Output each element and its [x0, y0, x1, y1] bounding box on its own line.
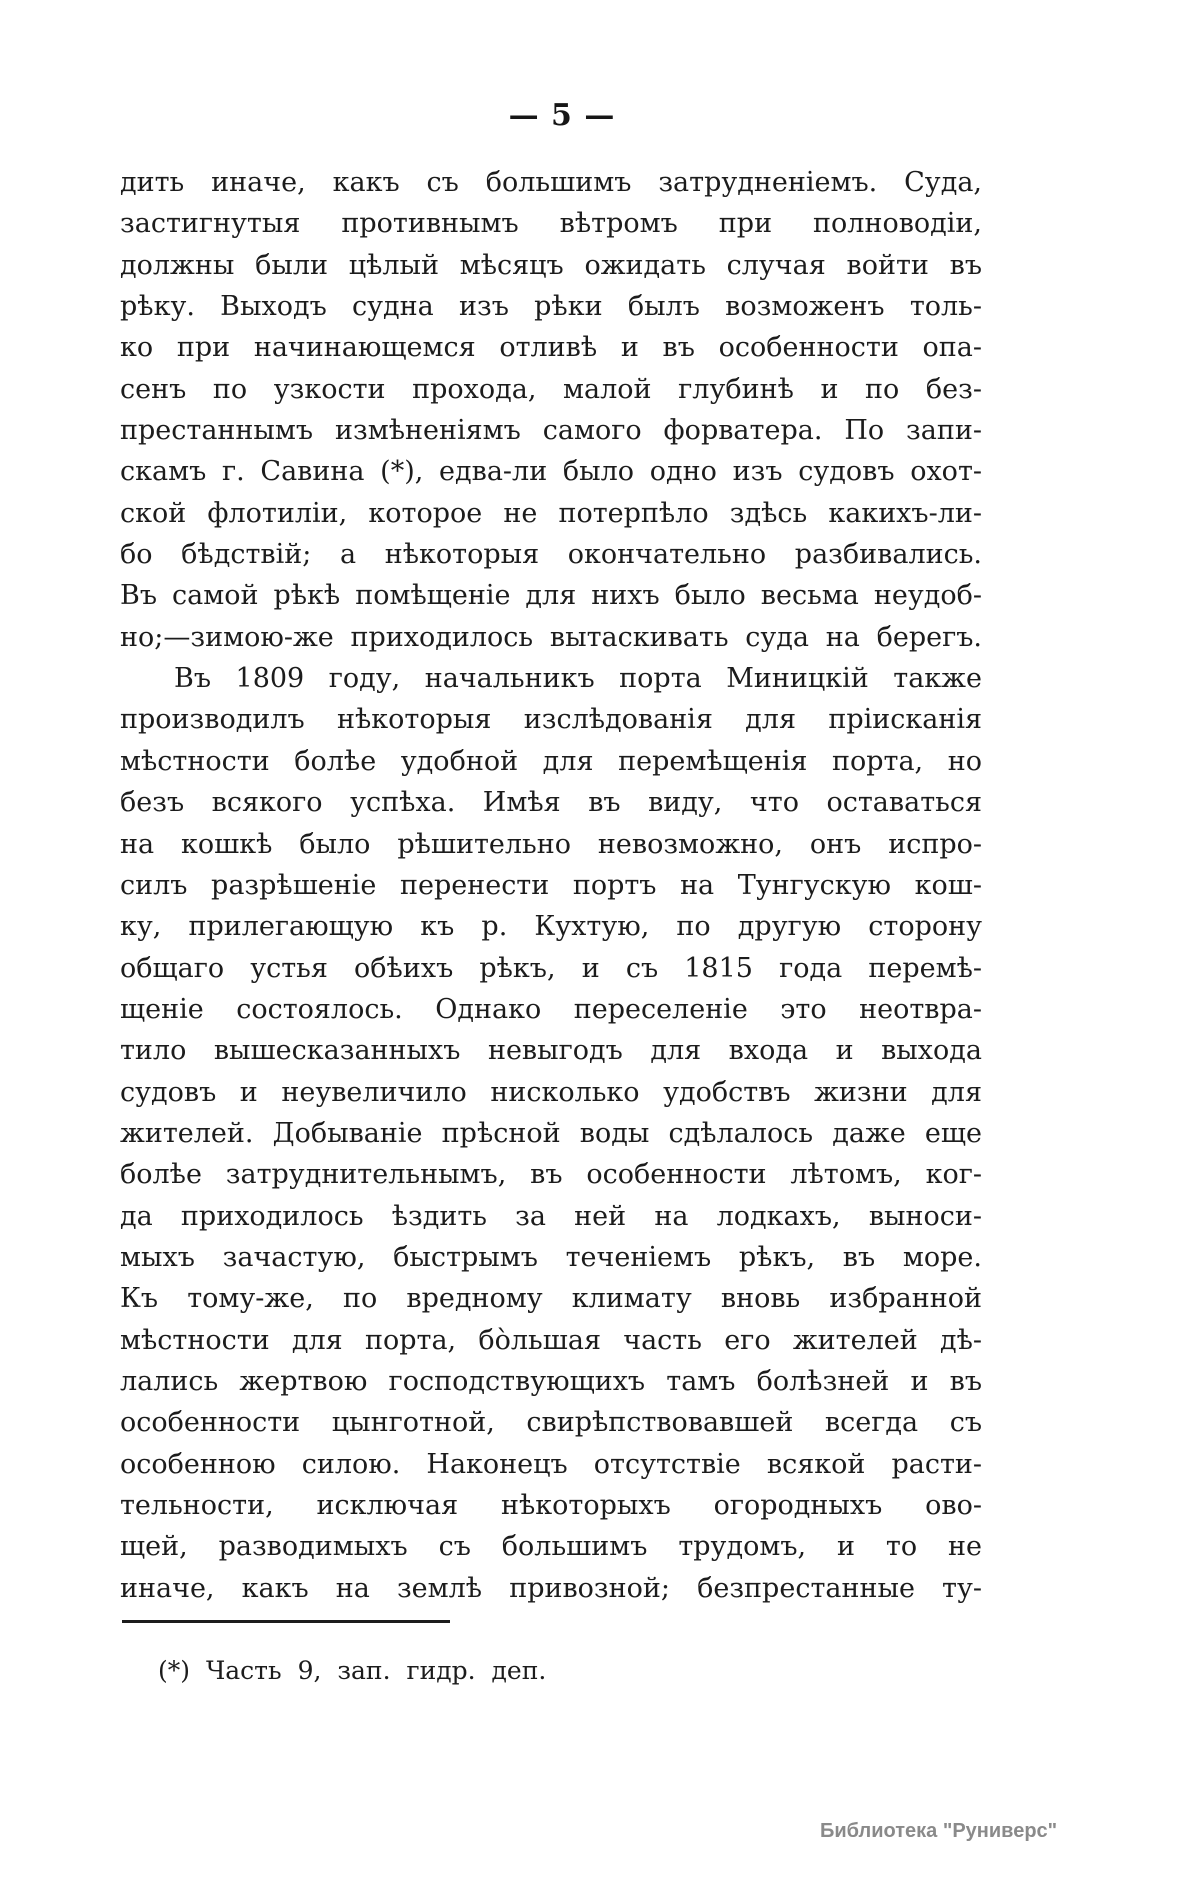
text-line: да приходилось ѣздить за ней на лодкахъ, выноси- — [120, 1200, 982, 1232]
text-line: должны были цѣлый мѣсяцъ ожидать случая войти въ — [120, 249, 982, 281]
text-line: скамъ г. Савина (*), едва-ли было одно изъ судовъ охот- — [120, 456, 982, 488]
text-line: силъ разрѣшеніе перенести портъ на Тунгускую кош- — [120, 869, 982, 901]
text-line: тило вышесказанныхъ невыгодъ для входа и выхода — [120, 1035, 982, 1067]
text-line: ской флотиліи, которое не потерпѣло здѣсь какихъ-ли- — [120, 497, 982, 529]
page-number: — 5 — — [508, 98, 616, 133]
text-line: мыхъ зачастую, быстрымъ теченіемъ рѣкъ, въ море. — [120, 1241, 982, 1273]
body-text — [120, 162, 982, 1609]
text-line: ко при начинающемся отливѣ и въ особенности опа- — [120, 332, 982, 364]
text-line: особенности цынготной, свирѣпствовавшей всегда съ — [120, 1407, 982, 1439]
text-line: лались жертвою господствующихъ тамъ болѣзней и въ — [120, 1365, 982, 1397]
text-line: общаго устья обѣихъ рѣкъ, и съ 1815 года перемѣ- — [120, 952, 982, 984]
text-line: Къ тому-же, по вредному климату вновь избранной — [120, 1283, 982, 1315]
text-line: иначе, какъ на землѣ привозной; безпрестанные ту- — [120, 1572, 982, 1604]
text-line: щеніе состоялось. Однако переселеніе это неотвра- — [120, 993, 982, 1025]
text-line: бо бѣдствій; а нѣкоторыя окончательно разбивались. — [120, 539, 982, 571]
text-line: безъ всякого успѣха. Имѣя въ виду, что оставаться — [120, 787, 982, 819]
text-line: мѣстности болѣе удобной для перемѣщенія порта, но — [120, 745, 982, 777]
text-line: болѣе затруднительнымъ, въ особенности лѣтомъ, ког- — [120, 1159, 982, 1191]
text-line: щей, разводимыхъ съ большимъ трудомъ, и то не — [120, 1531, 982, 1563]
footnote-divider-rule — [122, 1620, 450, 1623]
text-line: на кошкѣ было рѣшительно невозможно, онъ испро- — [120, 828, 982, 860]
text-line: престаннымъ измѣненіямъ самого форватера. По запи- — [120, 415, 982, 447]
text-line: сенъ по узкости прохода, малой глубинѣ и по без- — [120, 373, 982, 405]
text-line: Въ самой рѣкѣ помѣщеніе для нихъ было весьма неудоб- — [120, 580, 982, 612]
text-line: судовъ и неувеличило нисколько удобствъ жизни для — [120, 1076, 982, 1108]
text-line: рѣку. Выходъ судна изъ рѣки былъ возможенъ толь- — [120, 291, 982, 323]
text-line: мѣстности для порта, бо̀льшая часть его жителей дѣ- — [120, 1324, 982, 1356]
text-line: тельности, исключая нѣкоторыхъ огородныхъ ово- — [120, 1490, 982, 1521]
text-line: особенною силою. Наконецъ отсутствіе всякой расти- — [120, 1448, 982, 1480]
footnote-text: (*) Часть 9, зап. гидр. деп. — [158, 1656, 547, 1685]
text-line: дить иначе, какъ съ большимъ затрудненіемъ. Суда, — [120, 167, 982, 198]
text-line: Въ 1809 году, начальникъ порта Миницкій также — [174, 663, 982, 695]
text-line: ку, прилегающую къ р. Кухтую, по другую сторону — [120, 911, 982, 943]
text-line: производилъ нѣкоторыя изслѣдованія для пріисканія — [120, 704, 982, 736]
text-line: застигнутыя противнымъ вѣтромъ при полноводіи, — [120, 208, 982, 240]
library-watermark: Библиотека "Руниверс" — [820, 1820, 1058, 1842]
text-line: но;—зимою-же приходилось вытаскивать суда на берегъ. — [120, 621, 982, 653]
text-line: жителей. Добываніе прѣсной воды сдѣлалось даже еще — [120, 1117, 982, 1149]
